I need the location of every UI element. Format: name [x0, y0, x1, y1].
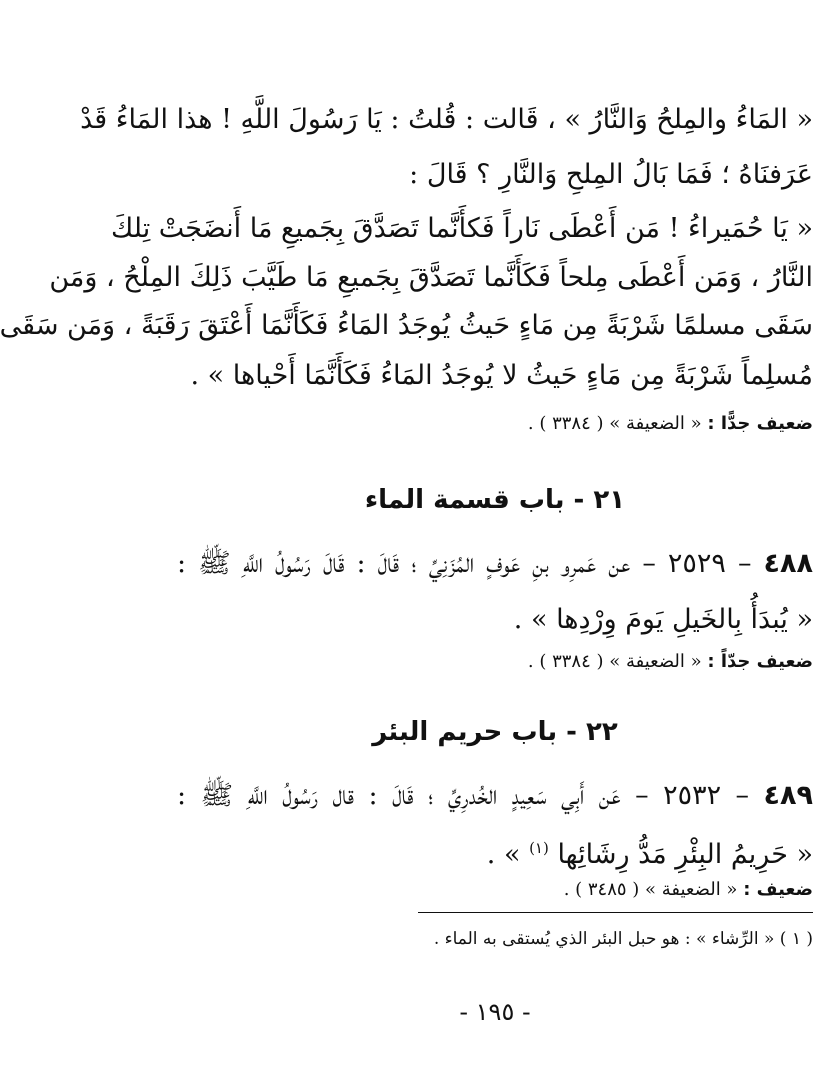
hadith-text: – ٢٥٣٢ – عَن أَبِي سَعِيدٍ الخُدرِيِّ ؛ قَالَ : قال رَسُولُ اللَّهِ ﷺ :	[177, 780, 750, 811]
hadith-488-line-2: « يُبدَأُ بِالخَيلِ يَومَ وِرْدِها » .	[513, 604, 813, 635]
text-line-4: النَّارُ ، وَمَن أَعْطَى مِلحاً فَكَأَنَّما تَصَدَّقَ بِجَميعِ مَا طَيَّبَ ذَلِكَ المِلْحُ ، وَمَن	[49, 262, 813, 293]
footnote: ( ١ ) « الرِّشاء » : هو حبل البئر الذي يُستقى به الماء .	[433, 929, 813, 949]
grade-label: ضعيف جدّاً :	[707, 651, 813, 672]
hadith-number: ٤٨٩	[763, 780, 813, 811]
grade-reference: « الضعيفة » ( ٣٣٨٤ ) .	[527, 413, 702, 434]
text-line-6: مُسلِماً شَرْبَةً مِن مَاءٍ حَيثُ لا يُوجَدُ المَاءُ فَكَأَنَّمَا أَحْياها » .	[190, 360, 813, 391]
hadith-489-line-1	[177, 776, 813, 816]
text-line-2: عَرَفنَاهُ ؛ فَمَا بَالُ المِلحِ وَالنَّارِ ؟ قَالَ :	[409, 159, 813, 190]
text-line-1: « المَاءُ والمِلحُ وَالنَّارُ » ، قَالت : قُلتُ : يَا رَسُولَ اللَّهِ ! هذا المَاءُ قَدْ	[80, 104, 813, 135]
page-number: - ١٩٥ -	[459, 998, 531, 1026]
text-line-5: سَقَى مسلمًا شَرْبَةً مِن مَاءٍ حَيثُ يُوجَدُ المَاءُ فَكَأَنَّمَا أَعْتَقَ رَقَبَةً ، وَمَن سَقَى	[0, 310, 813, 341]
chapter-22-heading: ٢٢ - باب حريم البئر	[372, 717, 618, 747]
hadith-text: « حَرِيمُ البِئْرِ مَدُّ رِشَائِها	[557, 839, 813, 870]
grade-label: ضعيف جدًّا :	[707, 413, 813, 434]
grade-label: ضعيف :	[743, 879, 813, 900]
hadith-text: – ٢٥٢٩ – عن عَمرِو بنِ عَوفٍ المُزَنِيِّ ؛ قَالَ : قَالَ رَسُولُ اللَّهِ ﷺ :	[177, 548, 752, 579]
chapter-21-heading: ٢١ - باب قسمة الماء	[364, 485, 626, 515]
hadith-488-line-1	[177, 544, 813, 584]
text-line-3: « يَا حُمَيراءُ ! مَن أَعْطَى نَاراً فَكأَنَّما تَصَدَّقَ بِجَميعِ مَا أَنضَجَتْ تِلكَ	[111, 213, 813, 244]
grade-line-2	[177, 648, 813, 676]
footnote-marker[interactable]: (١)	[529, 839, 549, 857]
grade-line-1	[177, 410, 813, 438]
hadith-text-end: » .	[486, 839, 521, 870]
grade-line-3	[177, 876, 813, 904]
grade-reference: « الضعيفة » ( ٣٣٨٤ ) .	[527, 651, 702, 672]
hadith-489-line-2	[177, 828, 813, 875]
footnote-separator	[418, 912, 813, 913]
grade-reference: « الضعيفة » ( ٣٤٨٥ ) .	[563, 879, 738, 900]
hadith-number: ٤٨٨	[763, 548, 813, 579]
